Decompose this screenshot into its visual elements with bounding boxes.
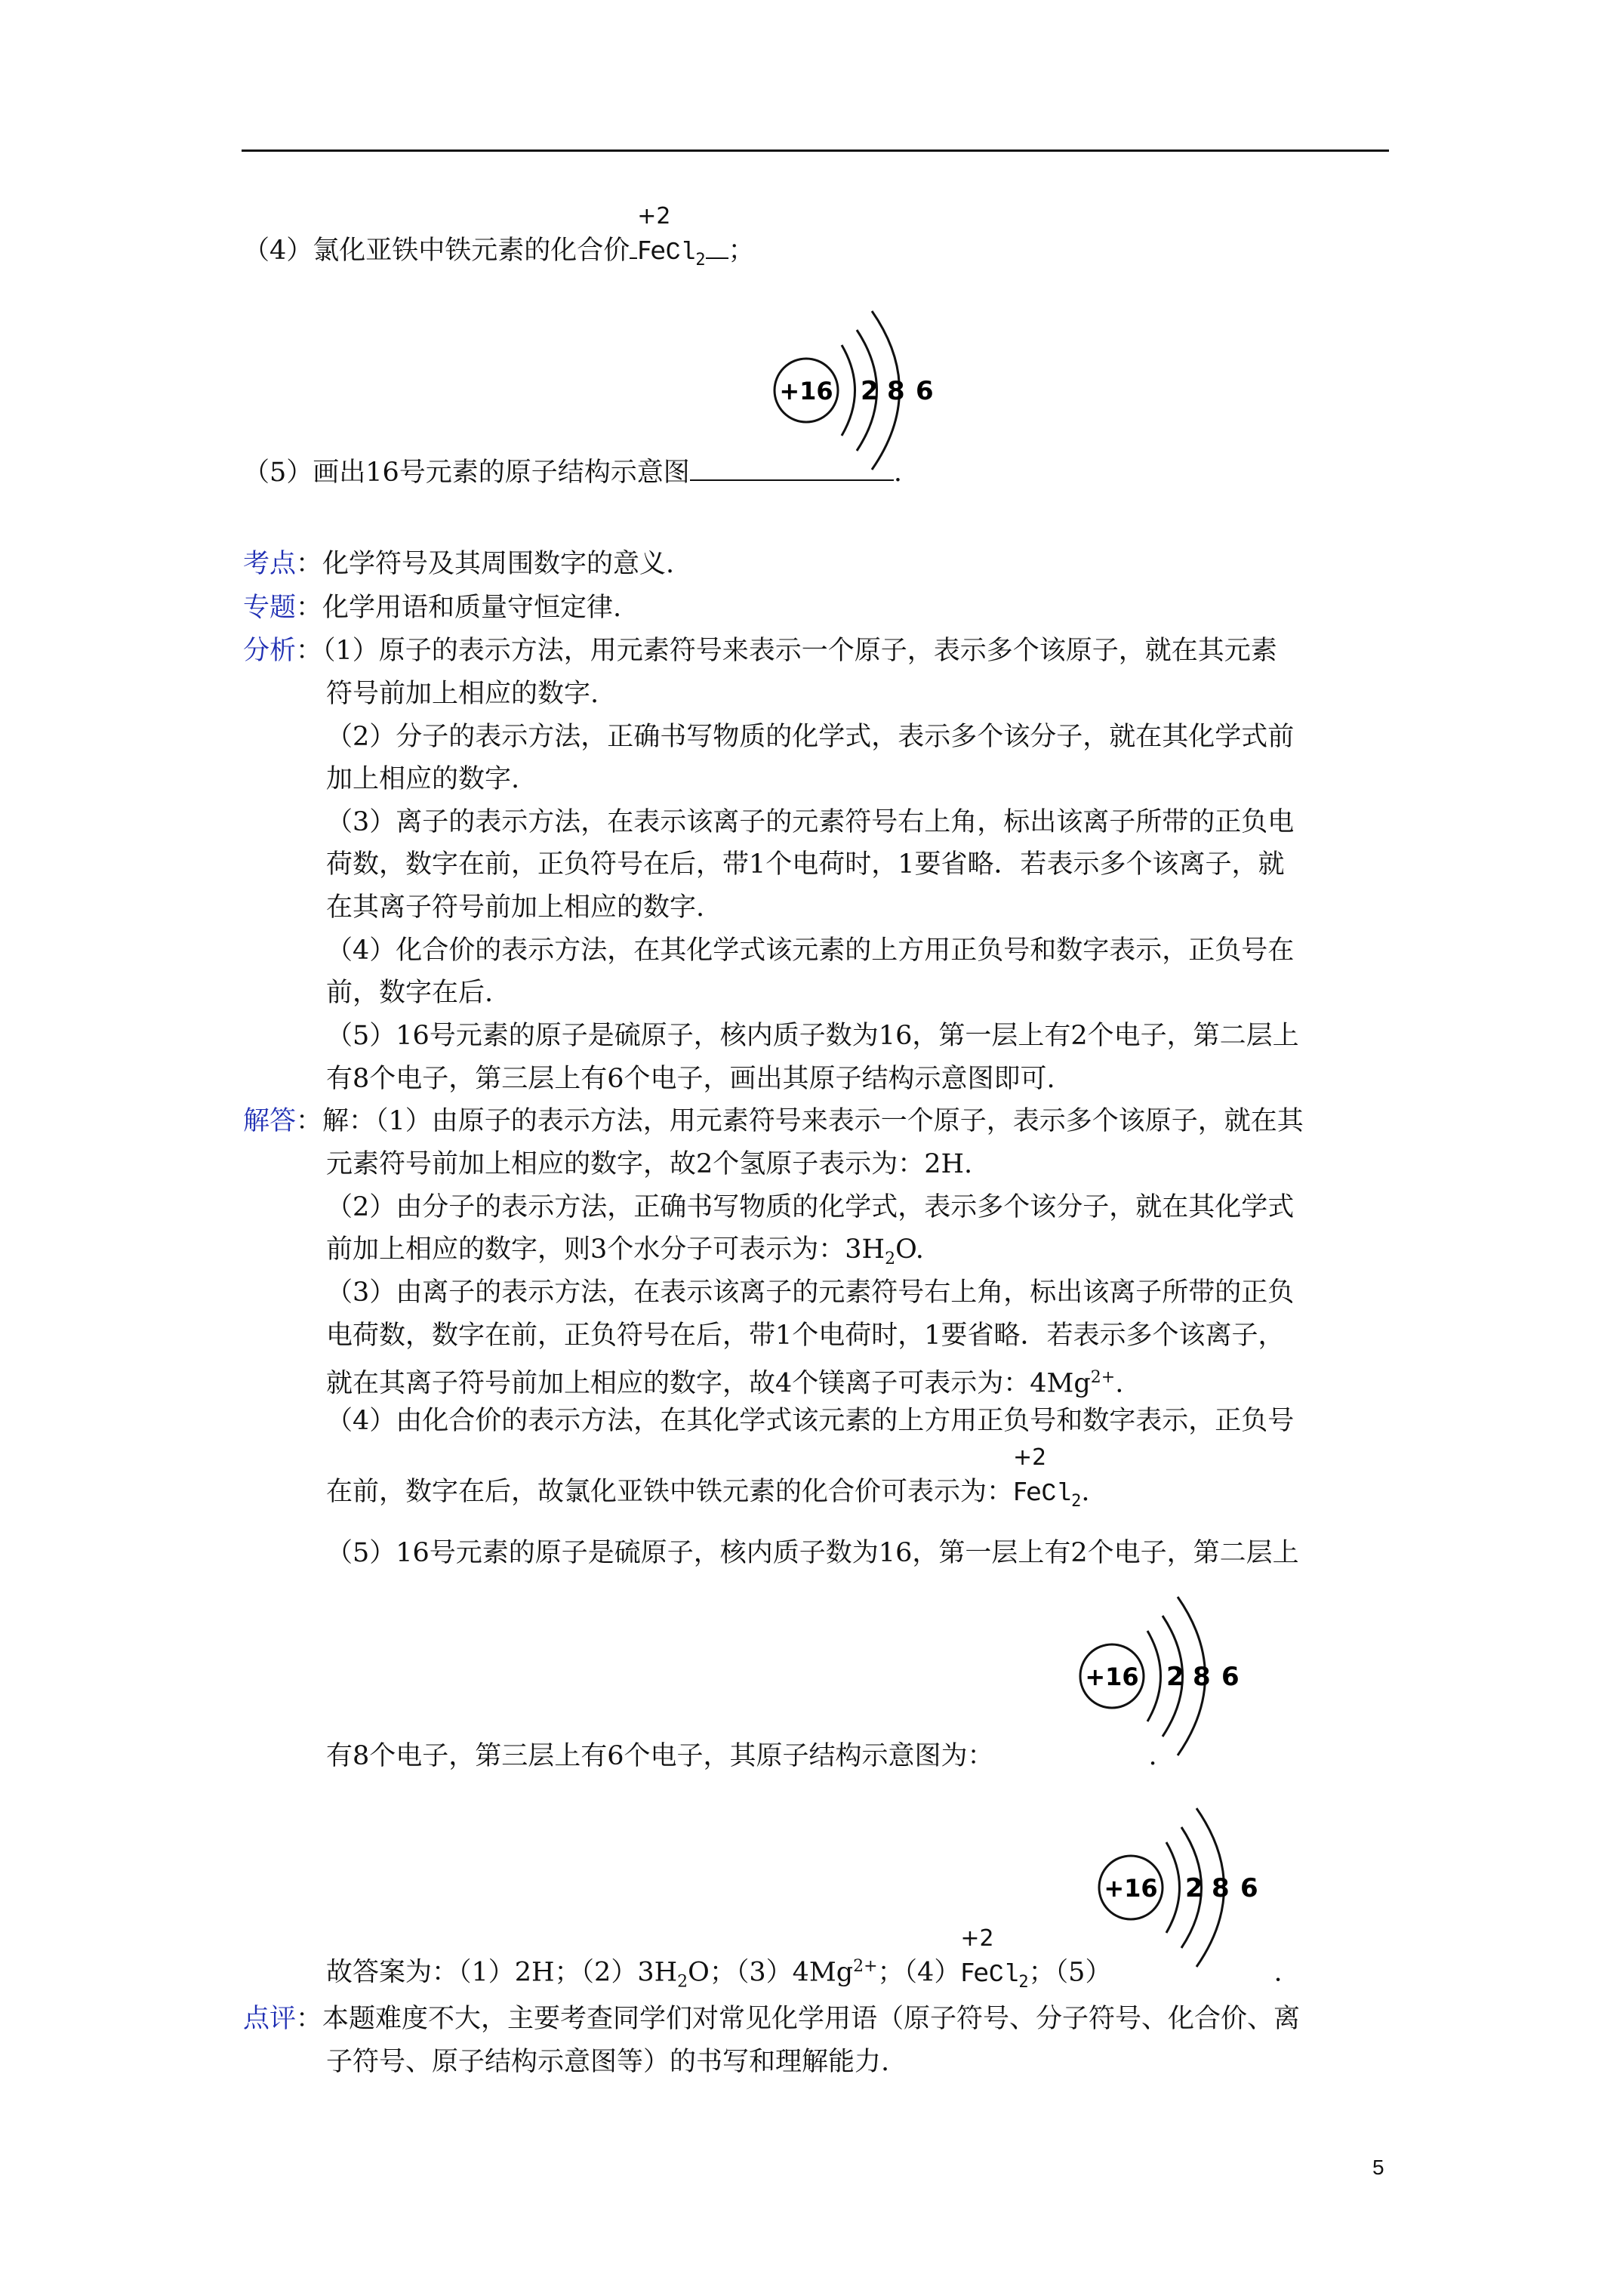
question-5: （5）画出16号元素的原子结构示意图 . [243,458,902,488]
valence-formula: +2 FeCl$_2$ [637,203,706,270]
fenxi-line-1: 分析：（1）原子的表示方法，用元素符号来表示一个原子，表示多个该原子，就在其元素 [243,636,1277,666]
fenxi-line-7: 在其离子符号前加上相应的数字. [326,892,705,923]
fenxi-line-10: （5）16号元素的原子是硫原子，核内质子数为16，第一层上有2个电子，第二层上 [326,1021,1299,1051]
fenxi-line-5: （3）离子的表示方法，在表示该离子的元素符号右上角，标出该离子所带的正负电 [326,807,1295,837]
fenxi-label: 分析 [243,636,297,666]
jieda-line-2: 元素符号前加上相应的数字，故2个氢原子表示为：2H. [326,1149,973,1179]
shell-1: 2 [861,376,879,406]
dianping-line-1: 点评：本题难度不大，主要考查同学们对常见化学用语（原子符号、分子符号、化合价、离 [243,2004,1301,2034]
kaodian-label: 考点 [243,549,297,579]
dianping-label: 点评 [243,2004,297,2034]
shell-3: 6 [1240,1873,1258,1903]
jieda-line-8: （4）由化合价的表示方法，在其化学式该元素的上方用正负号和数字表示，正负号 [326,1406,1295,1436]
jieda-line-1: 解答：解：（1）由原子的表示方法，用元素符号来表示一个原子，表示多个该原子，就在其 [243,1106,1304,1136]
jieda-line-10: （5）16号元素的原子是硫原子，核内质子数为16，第一层上有2个电子，第二层上 [326,1538,1299,1568]
fenxi-line-6: 荷数，数字在前，正负符号在后，带1个电荷时，1要省略．若表示多个该离子，就 [326,849,1285,880]
valence-formula-3: +2 FeCl$_2$ [960,1925,1029,1992]
jieda-line-5: （3）由离子的表示方法，在表示该离子的元素符号右上角，标出该离子所带的正负 [326,1277,1295,1308]
jieda-line-6: 电荷数，数字在前，正负符号在后，带1个电荷时，1要省略．若表示多个该离子， [326,1321,1285,1351]
zhuanti-label: 专题 [243,593,297,623]
q4-prefix: （4）氯化亚铁中铁元素的化合价 [243,236,630,266]
fenxi-line-11: 有8个电子，第三层上有6个电子，画出其原子结构示意图即可. [326,1064,1055,1094]
fenxi-line-3: （2）分子的表示方法，正确书写物质的化学式，表示多个该分子，就在其化学式前 [326,722,1295,752]
page-number: 5 [1372,2156,1384,2179]
jieda-line-9: 在前，数字在后，故氯化亚铁中铁元素的化合价可表示为： +2 FeCl$_2$. [326,1474,1090,1520]
valence-formula-2: +2 FeCl$_2$ [1013,1444,1082,1511]
nucleus-label: +16 [1104,1874,1158,1903]
shell-1: 2 [1185,1873,1203,1903]
nucleus-label: +16 [1085,1663,1139,1691]
kaodian-line: 考点：化学符号及其周围数字的意义. [243,549,675,579]
fenxi-line-4: 加上相应的数字. [326,764,520,794]
answer-summary: 故答案为：（1）2H；$(2)3H_2O$；$(3)4Mg^{2+}$；（4） +2 FeCl$_2$；（5） . [326,1949,1283,2001]
zhuanti-line: 专题：化学用语和质量守恒定律. [243,593,622,623]
jieda-line-11: 有8个电子，第三层上有6个电子，其原子结构示意图为： . [326,1741,1157,1771]
header-rule [242,149,1389,152]
shell-1: 2 [1166,1662,1184,1692]
shell-2: 8 [1193,1662,1211,1692]
jieda-line-3: （2）由分子的表示方法，正确书写物质的化学式，表示多个该分子，就在其化学式 [326,1192,1295,1222]
jieda-line-7: 就在其离子符号前加上相应的数字，故4个镁离子可表示为：$4Mg^{2+}$. [326,1368,1124,1399]
shell-3: 6 [916,376,934,406]
shell-3: 6 [1221,1662,1240,1692]
shell-2: 8 [1212,1873,1230,1903]
dianping-line-2: 子符号、原子结构示意图等）的书写和理解能力. [326,2047,890,2077]
shell-2: 8 [887,376,905,406]
jieda-label: 解答 [243,1106,297,1136]
fenxi-line-9: 前，数字在后. [326,978,494,1008]
fenxi-line-2: 符号前加上相应的数字. [326,679,599,709]
nucleus-label: +16 [779,377,833,405]
question-4: （4）氯化亚铁中铁元素的化合价 +2 FeCl$_2$ ； [243,233,755,279]
fenxi-line-8: （4）化合价的表示方法，在其化学式该元素的上方用正负号和数字表示，正负号在 [326,935,1295,966]
jieda-line-4: 前加上相应的数字，则3个水分子可表示为：$3H_2O$. [326,1234,924,1268]
